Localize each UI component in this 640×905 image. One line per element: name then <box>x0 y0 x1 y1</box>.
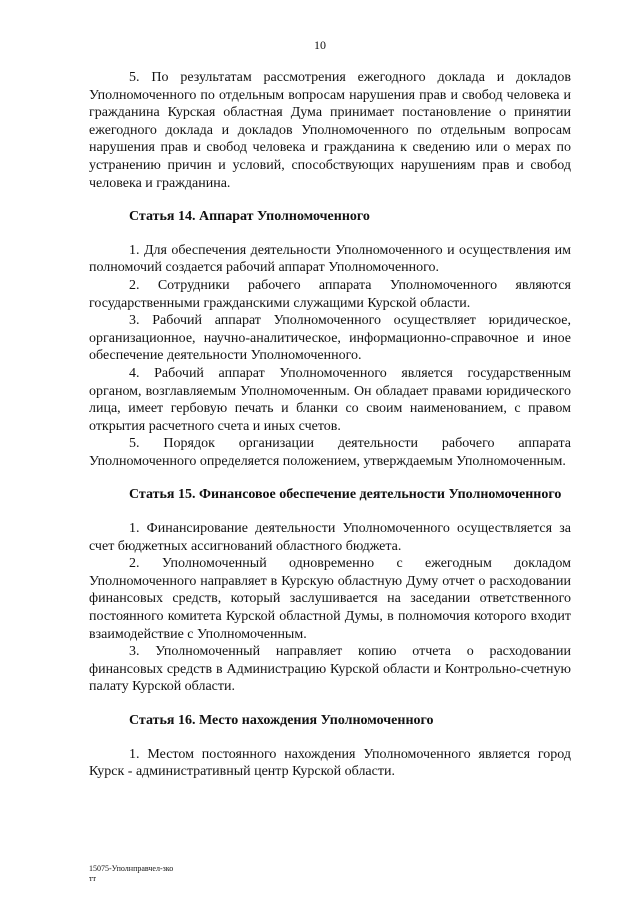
document-footer <box>89 864 173 884</box>
page-number: 10 <box>314 38 326 52</box>
paragraph-article15-item1: 1. Финансирование деятельности Уполномоченного осуществляется за счет бюджетных ассигнований областного бюджета. <box>89 521 571 554</box>
document-body <box>89 69 571 781</box>
heading-article-15: Статья 15. Финансовое обеспечение деятельности Уполномоченного <box>129 487 562 503</box>
heading-article-16: Статья 16. Место нахождения Уполномоченного <box>129 713 434 728</box>
paragraph-article14-item3: 3. Рабочий аппарат Уполномоченного осуществляет юридическое, организационное, научно-аналитическое, информационно-справочное и иное обеспечение деятельности Уполномоченного. <box>89 313 571 364</box>
paragraph-article15-item3: 3. Уполномоченный направляет копию отчета о расходовании финансовых средств в Администрацию Курской области и Контрольно-счетную палату Курской области. <box>89 644 571 695</box>
paragraph-article13-item5: 5. По результатам рассмотрения ежегодного доклада и докладов Уполномоченного по отдельным вопросам нарушения прав и свобод человека и гражданина Курская областная Дума принимает постановление о принятии ежегодного доклада и докладов Уполномоченного по отдельным вопросам нарушения прав и свобод человека и гражданина к сведению или о мерах по устранению причин и условий, способствующих нарушениям прав и свобод человека и гражданина. <box>89 70 571 191</box>
paragraph-article14-item5: 5. Порядок организации деятельности рабочего аппарата Уполномоченного определяется положением, утверждаемым Уполномоченным. <box>89 436 571 469</box>
paragraph-article14-item2: 2. Сотрудники рабочего аппарата Уполномоченного являются государственными гражданскими служащими Курской области. <box>89 277 571 311</box>
paragraph-article14-item1: 1. Для обеспечения деятельности Уполномоченного и осуществления им полномочий создается рабочий аппарат Уполномоченного. <box>89 242 571 276</box>
paragraph-article16-item1: 1. Местом постоянного нахождения Уполномоченного является город Курск - административный центр Курской области. <box>89 746 571 780</box>
paragraph-article14-item4: 4. Рабочий аппарат Уполномоченного является государственным органом, возглавляемым Уполномоченным. Он обладает правами юридического лица, имеет гербовую печать и бланки со своим наименованием, с правом открытия расчетного счета и иных счетов. <box>89 365 571 434</box>
paragraph-article15-item2: 2. Уполномоченный одновременно с ежегодным докладом Уполномоченного направляет в Курскую областную Думу отчет о расходовании финансовых средств, который заслушивается на заседании ответственного постоянного комитета Курской областной Думы, в полномочия которого входит взаимодействие с Уполномоченным. <box>89 556 571 642</box>
footer-doc-code: 15075-Уполнправчел-зко <box>89 864 174 873</box>
heading-article-14: Статья 14. Аппарат Уполномоченного <box>129 209 370 225</box>
footer-mark: тт <box>89 874 96 883</box>
